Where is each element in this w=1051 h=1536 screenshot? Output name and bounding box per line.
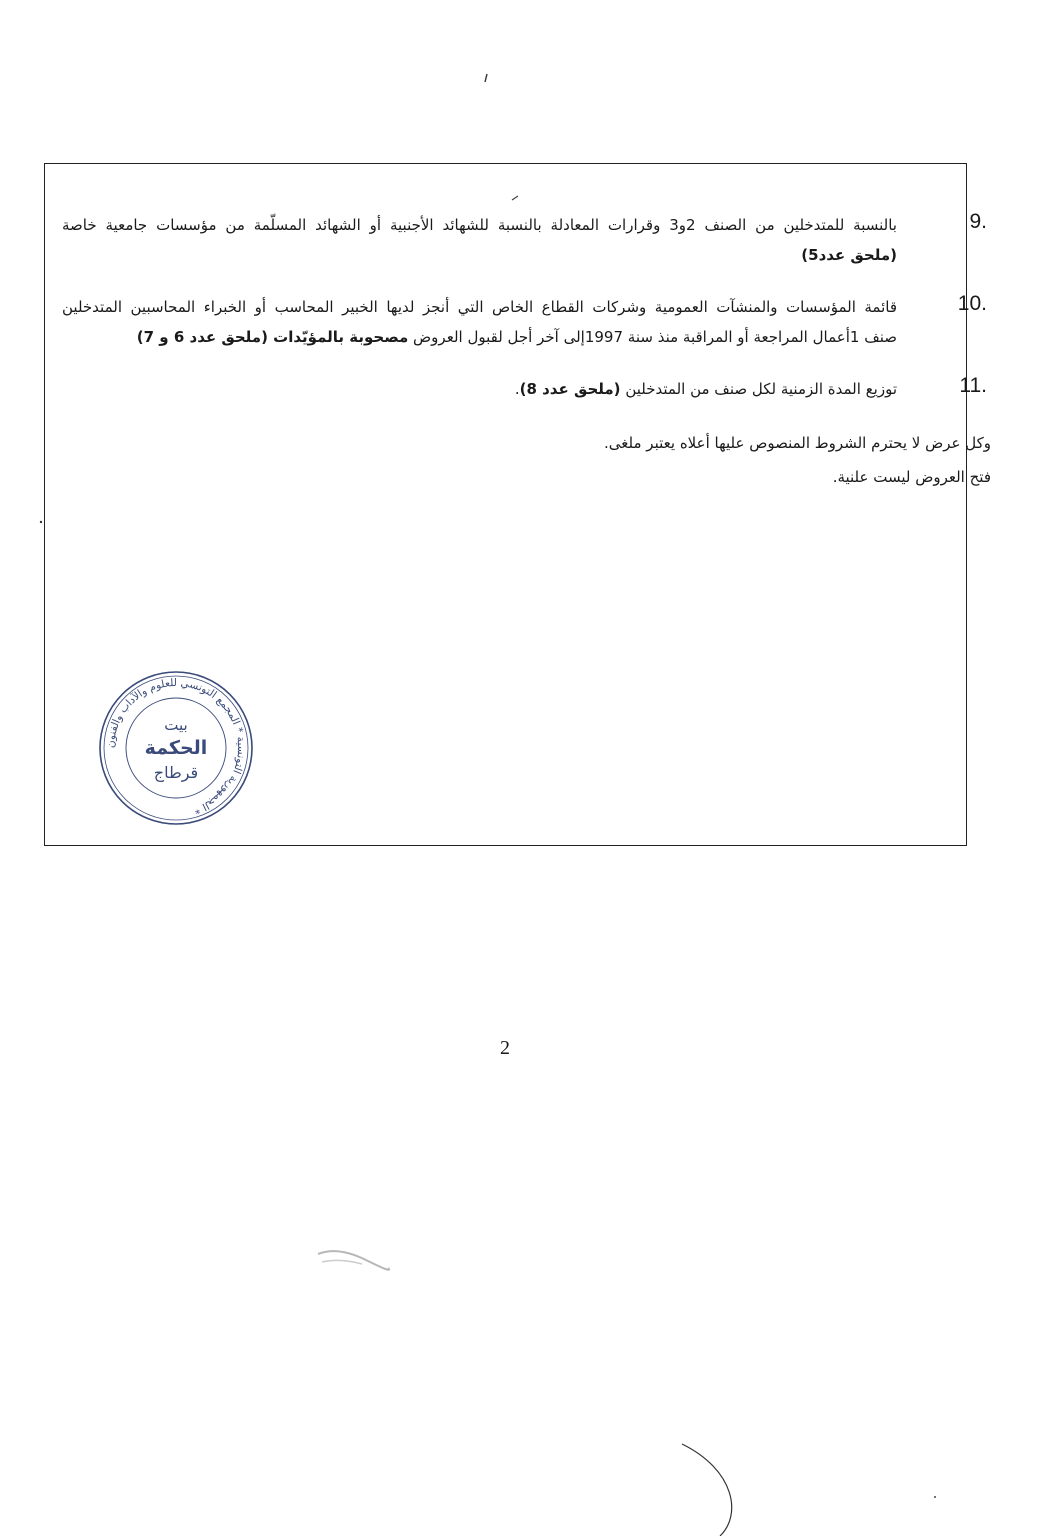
opening-note: فتح العروض ليست علنية. bbox=[832, 468, 991, 486]
item-number: 10. bbox=[957, 292, 987, 315]
item-text-line: بالنسبة للمتدخلين من الصنف 2و3 وقرارات المعادلة بالنسبة للشهائد الأجنبية أو الشهائد المسلّمة من مؤسسات جامعية خاصة bbox=[62, 216, 897, 234]
item-text-plain: صنف 1أعمال المراجعة أو المراقبة منذ سنة 1997إلى آخر أجل لقبول العروض bbox=[413, 328, 897, 346]
annex-reference: (ملحق عدد5) bbox=[801, 246, 897, 264]
seal-center-line1: بيت bbox=[164, 716, 188, 734]
scan-speck bbox=[934, 1496, 936, 1498]
page-number: 2 bbox=[500, 1037, 510, 1059]
scan-curve-mark bbox=[682, 1444, 732, 1536]
scan-speck bbox=[512, 196, 518, 200]
scan-speck bbox=[40, 521, 42, 523]
scan-smudge bbox=[322, 1260, 362, 1264]
rejection-note: وكل عرض لا يحترم الشروط المنصوص عليها أعلاه يعتبر ملغى. bbox=[604, 434, 991, 452]
item-text-plain: توزيع المدة الزمنية لكل صنف من المتدخلين bbox=[625, 380, 897, 398]
seal-center-line3: قرطاج bbox=[153, 763, 199, 782]
seal-outer-text: الجمهورية التونسية * المجمع التونسي للعلوم والآداب والفنون * bbox=[104, 676, 248, 817]
item-text-line: قائمة المؤسسات والمنشآت العمومية وشركات القطاع الخاص التي أنجز لديها الخبير المحاسب أو الخبراء المحاسبين المتدخلين bbox=[62, 298, 897, 316]
seal-center-line2: الحكمة bbox=[144, 737, 208, 759]
item-number: 9. bbox=[969, 210, 987, 233]
item-text-end: . bbox=[514, 380, 520, 398]
annex-reference: (ملحق عدد 8) bbox=[519, 380, 621, 398]
annex-reference: مصحوبة بالمؤيّدات (ملحق عدد 6 و 7) bbox=[136, 328, 409, 346]
scan-speck bbox=[485, 74, 487, 82]
item-number: 11. bbox=[959, 374, 987, 397]
